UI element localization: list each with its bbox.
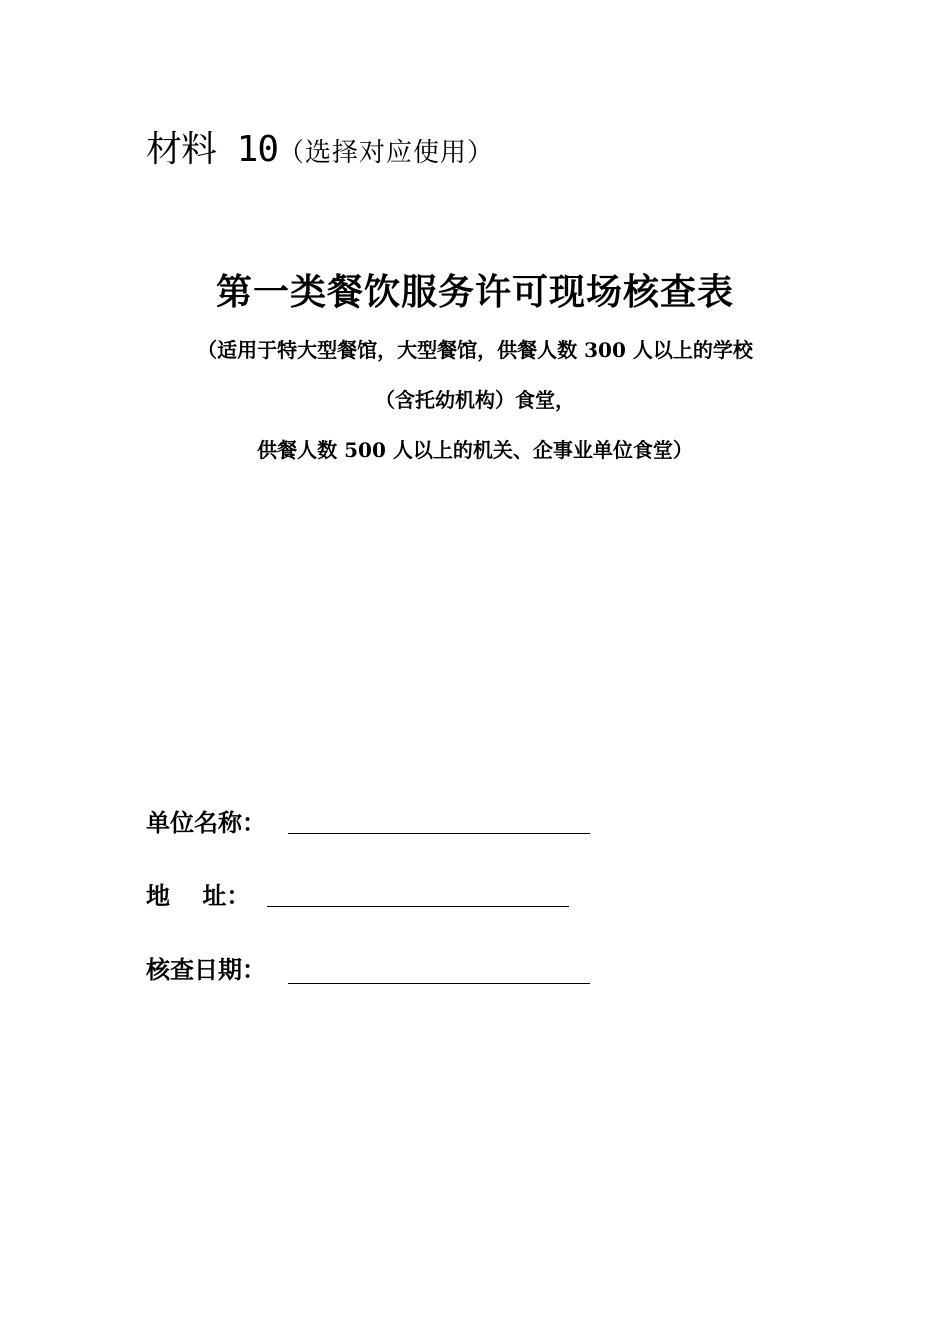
unit-name-label: 单位名称： xyxy=(146,808,266,837)
address-field xyxy=(146,881,251,910)
unit-name-blank-line[interactable] xyxy=(288,833,590,834)
inspection-date-field xyxy=(146,955,266,984)
inspection-date-label: 核查日期： xyxy=(146,955,266,984)
page-title: 第一类餐饮服务许可现场核查表 xyxy=(215,271,734,313)
applicability-line-3: 供餐人数 500 人以上的机关、企事业单位食堂） xyxy=(257,438,693,462)
address-label: 地 址： xyxy=(146,881,251,910)
applicability-line-2: （含托幼机构）食堂， xyxy=(375,388,575,412)
material-number: 材料 10 xyxy=(146,129,279,170)
material-label xyxy=(146,129,495,170)
applicability-line-1: （适用于特大型餐馆，大型餐馆，供餐人数 300 人以上的学校 xyxy=(197,338,753,362)
inspection-date-blank-line[interactable] xyxy=(288,983,590,984)
material-usage-note: （选择对应使用） xyxy=(278,138,495,168)
unit-name-field xyxy=(146,808,266,837)
address-blank-line[interactable] xyxy=(267,906,569,907)
